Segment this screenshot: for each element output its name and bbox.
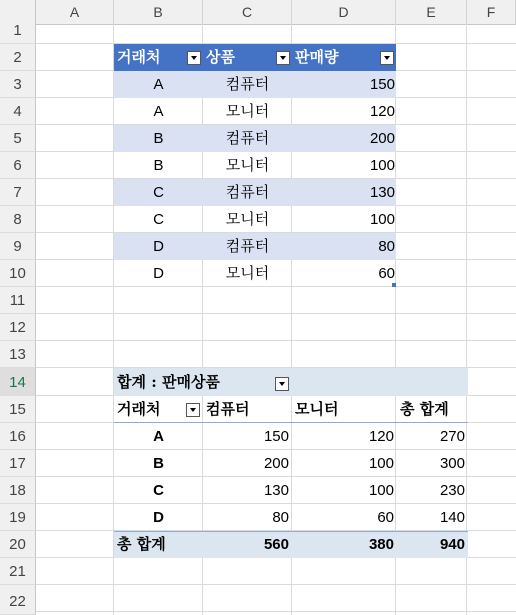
pivot-value[interactable]: 200: [263, 455, 289, 472]
row-header[interactable]: 19: [0, 504, 36, 531]
table-header-client: 거래처: [117, 48, 161, 66]
pivot-total-value[interactable]: 560: [263, 536, 289, 553]
table-resize-handle[interactable]: [392, 283, 396, 287]
column-header-b[interactable]: B: [114, 0, 203, 24]
gridline: [36, 340, 516, 341]
pivot-value[interactable]: 300: [439, 455, 465, 472]
row-header[interactable]: 7: [0, 179, 36, 206]
pivot-col-header: 컴퓨터: [206, 400, 250, 418]
table-cell[interactable]: 컴퓨터: [225, 184, 270, 201]
table-cell[interactable]: 130: [369, 184, 395, 201]
table-cell[interactable]: 200: [369, 130, 395, 147]
pivot-value[interactable]: 60: [377, 509, 394, 526]
column-header-a[interactable]: A: [36, 0, 114, 24]
pivot-value[interactable]: 270: [439, 428, 465, 445]
pivot-value[interactable]: 150: [263, 428, 289, 445]
pivot-row-label-cell[interactable]: D: [153, 509, 164, 526]
table-cell[interactable]: 80: [378, 238, 395, 255]
gridline: [36, 611, 516, 612]
pivot-value[interactable]: 120: [368, 428, 394, 445]
filter-dropdown-icon[interactable]: [276, 51, 290, 65]
table-cell[interactable]: 100: [369, 211, 395, 228]
pivot-col-header: 총 합계: [400, 400, 449, 418]
table-header-quantity: 판매량: [295, 48, 339, 66]
pivot-row-dropdown-icon[interactable]: [186, 403, 200, 417]
row-header[interactable]: 3: [0, 71, 36, 98]
row-header[interactable]: 1: [0, 24, 36, 44]
row-header[interactable]: 11: [0, 287, 36, 314]
pivot-row-label-cell[interactable]: B: [153, 455, 164, 472]
gridline: [36, 313, 516, 314]
table-cell[interactable]: C: [153, 211, 164, 228]
row-header[interactable]: 22: [0, 585, 36, 615]
row-header[interactable]: 10: [0, 260, 36, 287]
pivot-filter-dropdown-icon[interactable]: [275, 377, 289, 391]
column-header-f[interactable]: F: [467, 0, 516, 24]
table-cell[interactable]: 모니터: [225, 265, 270, 282]
pivot-value[interactable]: 100: [368, 482, 394, 499]
pivot-value[interactable]: 100: [368, 455, 394, 472]
table-cell[interactable]: B: [153, 157, 164, 174]
filter-dropdown-icon[interactable]: [187, 51, 201, 65]
table-cell[interactable]: 모니터: [225, 103, 270, 120]
row-header[interactable]: 5: [0, 125, 36, 152]
row-header[interactable]: 18: [0, 477, 36, 504]
select-all-corner[interactable]: [0, 0, 36, 24]
table-cell[interactable]: 컴퓨터: [225, 76, 270, 93]
row-header[interactable]: 13: [0, 341, 36, 368]
pivot-row-label-cell[interactable]: A: [153, 428, 164, 445]
row-header[interactable]: 20: [0, 531, 36, 558]
pivot-value[interactable]: 230: [439, 482, 465, 499]
table-cell[interactable]: D: [153, 238, 164, 255]
table-cell[interactable]: 100: [369, 157, 395, 174]
row-header[interactable]: 17: [0, 450, 36, 477]
filter-dropdown-icon[interactable]: [380, 51, 394, 65]
pivot-total-value[interactable]: 940: [439, 536, 465, 553]
table-cell[interactable]: 컴퓨터: [225, 130, 270, 147]
table-cell[interactable]: 150: [369, 76, 395, 93]
column-header-e[interactable]: E: [396, 0, 467, 24]
row-header[interactable]: 12: [0, 314, 36, 341]
table-cell[interactable]: 모니터: [225, 211, 270, 228]
row-header[interactable]: 4: [0, 98, 36, 125]
table-cell[interactable]: C: [153, 184, 164, 201]
table-cell[interactable]: A: [153, 103, 164, 120]
table-cell[interactable]: B: [153, 130, 164, 147]
row-header-selected[interactable]: 14: [0, 368, 36, 396]
table-cell[interactable]: 60: [378, 265, 395, 282]
pivot-total-value[interactable]: 380: [368, 536, 394, 553]
table-cell[interactable]: 컴퓨터: [225, 238, 270, 255]
row-header[interactable]: 21: [0, 558, 36, 585]
column-header-c[interactable]: C: [203, 0, 292, 24]
table-header-product: 상품: [206, 48, 235, 66]
pivot-value[interactable]: 140: [439, 509, 465, 526]
pivot-value[interactable]: 130: [263, 482, 289, 499]
row-header[interactable]: 15: [0, 396, 36, 423]
row-header[interactable]: 9: [0, 233, 36, 260]
column-header-d[interactable]: D: [292, 0, 396, 24]
row-header[interactable]: 2: [0, 44, 36, 71]
row-header[interactable]: 6: [0, 152, 36, 179]
gridline: [466, 24, 467, 615]
pivot-row-label: 거래처: [117, 400, 161, 418]
table-cell[interactable]: 120: [369, 103, 395, 120]
row-header[interactable]: 8: [0, 206, 36, 233]
pivot-row-label-cell[interactable]: C: [153, 482, 164, 499]
pivot-filter-label: 합계 : 판매상품: [117, 373, 220, 391]
table-cell[interactable]: D: [153, 265, 164, 282]
table-cell[interactable]: A: [153, 76, 164, 93]
pivot-value[interactable]: 80: [272, 509, 289, 526]
table-cell[interactable]: 모니터: [225, 157, 270, 174]
gridline: [36, 584, 516, 585]
row-header[interactable]: 16: [0, 423, 36, 450]
pivot-col-header: 모니터: [295, 400, 339, 418]
pivot-total-label: 총 합계: [117, 535, 166, 553]
